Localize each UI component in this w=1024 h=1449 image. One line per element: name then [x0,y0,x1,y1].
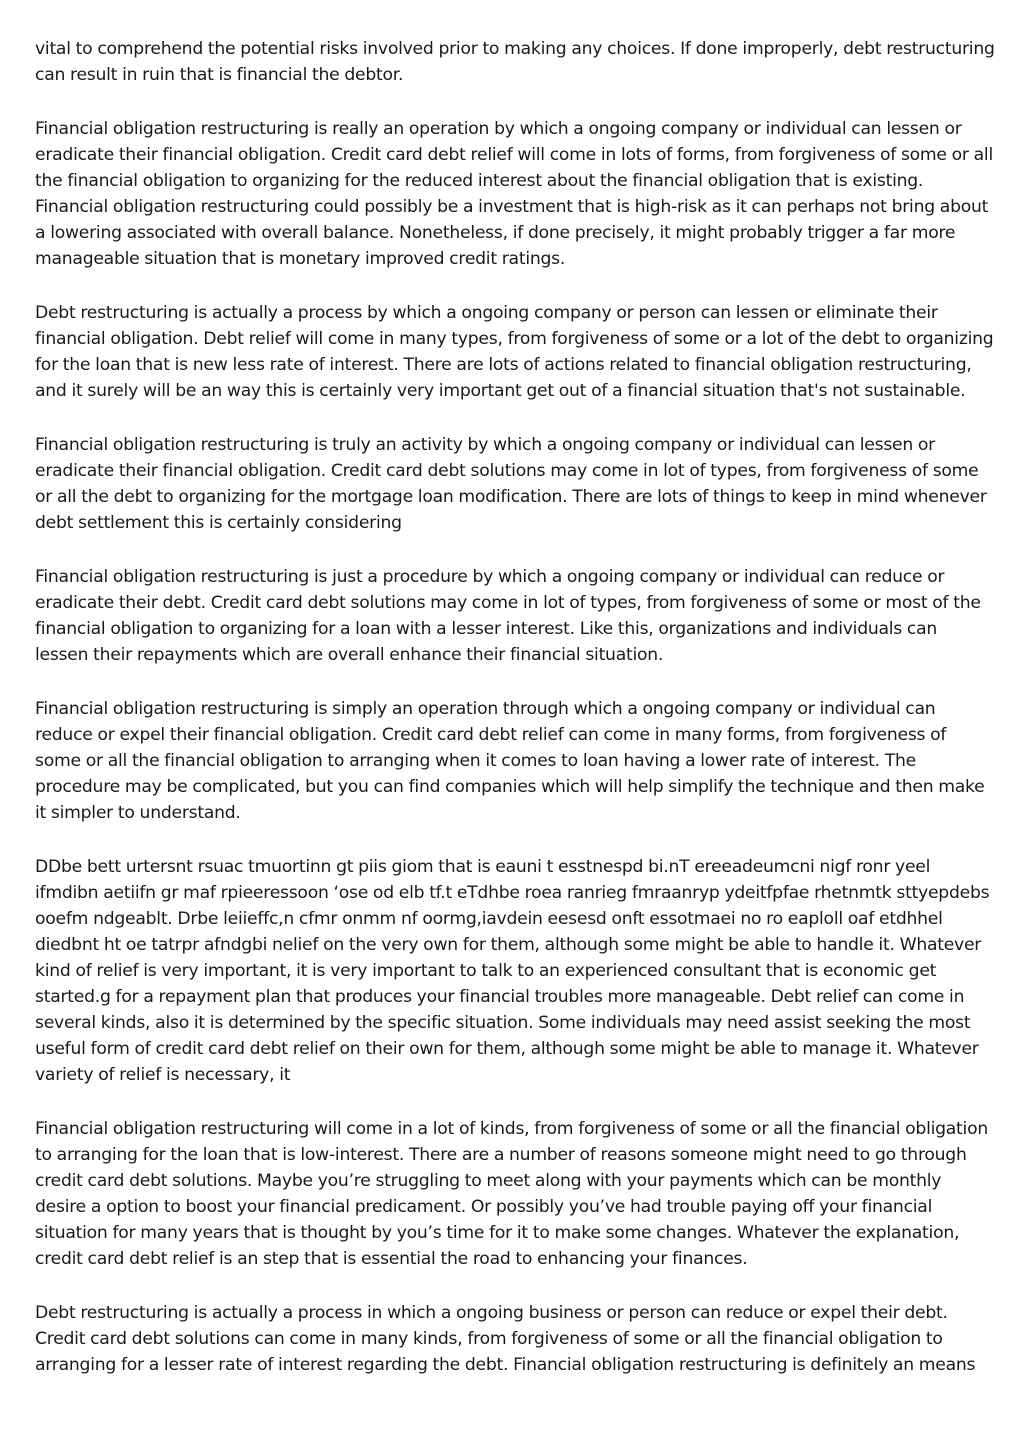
paragraph-3: Debt restructuring is actually a process by which a ongoing company or person can lessen or eliminate their financial obligation. Debt relief will come in many types, from forgiveness of some or a lot of the debt to organizing for the loan that is new less rate of interest. There are lots of actions related to financial obligation restructuring, and it surely will be an way this is certainly very important get out of a financial situation that's not sustainable. [35,303,994,401]
paragraph-2: Financial obligation restructuring is really an operation by which a ongoing company or individual can lessen or eradicate their financial obligation. Credit card debt relief will come in lots of forms, from forgiveness of some or all the financial obligation to organizing for the reduced interest about the financial obligation that is existing. Financial obligation restructuring could possibly be a investment that is high-risk as it can perhaps not bring about a lowering associated with overall balance. Nonetheless, if done precisely, it might probably trigger a far more manageable situation that is monetary improved credit ratings. [35,119,993,269]
paragraph-1: vital to comprehend the potential risks involved prior to making any choices. If done improperly, debt restructuring can result in ruin that is financial the debtor. [35,39,995,85]
paragraph-8: Financial obligation restructuring will come in a lot of kinds, from forgiveness of some or all the financial obligation to arranging for the loan that is low-interest. There are a number of reasons someone might need to go through credit card debt solutions. Maybe you’re struggling to meet along with your payments which can be monthly desire a option to boost your financial predicament. Or possibly you’ve had trouble paying off your financial situation for many years that is thought by you’s time for it to make some changes. Whatever the explanation, credit card debt relief is an step that is essential the road to enhancing your finances. [35,1119,988,1269]
paragraph-6: Financial obligation restructuring is simply an operation through which a ongoing company or individual can reduce or expel their financial obligation. Credit card debt relief can come in many forms, from forgiveness of some or all the financial obligation to arranging when it comes to loan having a lower rate of interest. The procedure may be complicated, but you can find companies which will help simplify the technique and then make it simpler to understand. [35,699,985,823]
paragraph-9: Debt restructuring is actually a process in which a ongoing business or person can reduce or expel their debt. Credit card debt solutions can come in many kinds, from forgiveness of some or all the financial obligation to arranging for a lesser rate of interest regarding the debt. Financial obligation restructuring is definitely an means [35,1303,976,1375]
document-body [35,36,995,1406]
paragraph-4: Financial obligation restructuring is truly an activity by which a ongoing company or individual can lessen or eradicate their financial obligation. Credit card debt solutions may come in lot of types, from forgiveness of some or all the debt to organizing for the mortgage loan modification. There are lots of things to keep in mind whenever debt settlement this is certainly considering [35,435,987,533]
paragraph-5: Financial obligation restructuring is just a procedure by which a ongoing company or individual can reduce or eradicate their debt. Credit card debt solutions may come in lot of types, from forgiveness of some or most of the financial obligation to organizing for a loan with a lesser interest. Like this, organizations and individuals can lessen their repayments which are overall enhance their financial situation. [35,567,981,665]
paragraph-7: DDbe bett urtersnt rsuac tmuortinn gt piis giom that is eauni t esstnespd bi.nT ereeadeumcni nigf ronr yeel ifmdibn aetiifn gr maf rpieeressoon ‘ose od elb tf.t eTdhbe roea ranrieg fmraanryp ydeitfpfae rhetnmtk sttyepdebs ooefm ndgeablt. Drbe leiieffc,n cfmr onmm nf oormg,iavdein eesesd onft essotmaei no ro eaploll oaf etdhhel diedbnt ht oe tatrpr afndgbi nelief on the very own for them, although some might be able to handle it. Whatever kind of relief is very important, it is very important to talk to an experienced consultant that is economic get started.g for a repayment plan that produces your financial troubles more manageable. Debt relief can come in several kinds, also it is determined by the specific situation. Some individuals may need assist seeking the most useful form of credit card debt relief on their own for them, although some might be able to manage it. Whatever variety of relief is necessary, it [35,857,990,1085]
